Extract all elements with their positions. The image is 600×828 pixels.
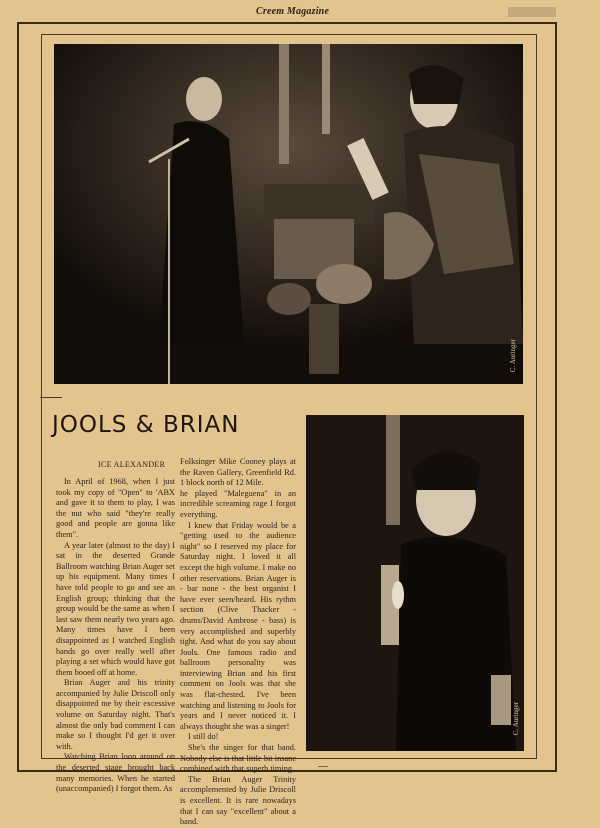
paragraph: A year later (almost to the day) I sat in the deserted Grande Ballroom watching Brian Auger set up his equipment. Many times I have told people to go and see an English group; thinking that the group would be the same as when I last saw them nearly two years ago. Many times have I been disappointed as I watched English bands go over really well after playing a set which would have got them booed off at home. [56, 540, 175, 677]
paragraph: he played "Maleguena" in an incredible screaming rage I forgot everything. [180, 488, 296, 519]
paragraph: The Brian Auger Trinity accomplemented by Julie Driscoll is excellent. It is rare nowadays that I can say "excellent" about a band. [180, 774, 296, 827]
page-number-smudge [508, 7, 556, 17]
concert-photo [54, 44, 523, 384]
paragraph: In April of 1968, when I just took my copy of "Open" to 'ABX and gave it to them to play, I was the nut who said "they're really good and people are gonna like them". [56, 477, 175, 539]
paragraph: Brian Auger and his trinity accompanied by Julie Driscoll only disappointed me by their excessive volume on Saturday night. That's almost the only bad comment I can make so I thought I'd get it over with. [56, 678, 175, 751]
magazine-header: Creem Magazine [256, 6, 330, 17]
article-byline: ICE ALEXANDER [98, 460, 166, 469]
paragraph: Watching Brian loon around on the deserted stage brought back many memories. When he started (unaccompanied) I forgot them. As [56, 752, 175, 794]
article-column-2 [180, 457, 296, 828]
photo-credit-top: C. Auringer [509, 338, 517, 372]
paragraph: I still do! [188, 732, 219, 742]
divider [40, 397, 62, 398]
concert-photo-image [54, 44, 523, 384]
footer-mark [318, 766, 328, 767]
photo-credit-right: C. Auringer [512, 701, 520, 735]
folksinger-notice: Folksinger Mike Cooney plays at the Raven Gallery, Greenfield Rd. 1 block north of 12 Mile. [180, 457, 296, 488]
singer-photo-image [306, 415, 524, 751]
singer-photo [306, 415, 524, 751]
paragraph: I knew that Friday would be a "getting used to the audience night" so I reserved my place for Saturday night. I loved it all except the high volume. I make no other reservations. Brian Auger is - bar none - the best organist I have ever seen/heard. His rythm section (Clive Thacker - drums/David Ambrose - bass) is very accomplished and superbly tight. And what do you say about Jools. One famous radio and ballroom personality was interviewing Brian and his first comment on Jools was that she was flat-chested. I've been watching and listening to Jools for years and I never noticed it. I always thought she was a singer! [180, 520, 296, 731]
paragraph: She's the singer for that band. Nobody else is that little bit insane combined with that superb timing. [180, 743, 296, 774]
article-headline: JOOLS & BRIAN [52, 412, 240, 438]
article-column-1 [56, 477, 175, 795]
